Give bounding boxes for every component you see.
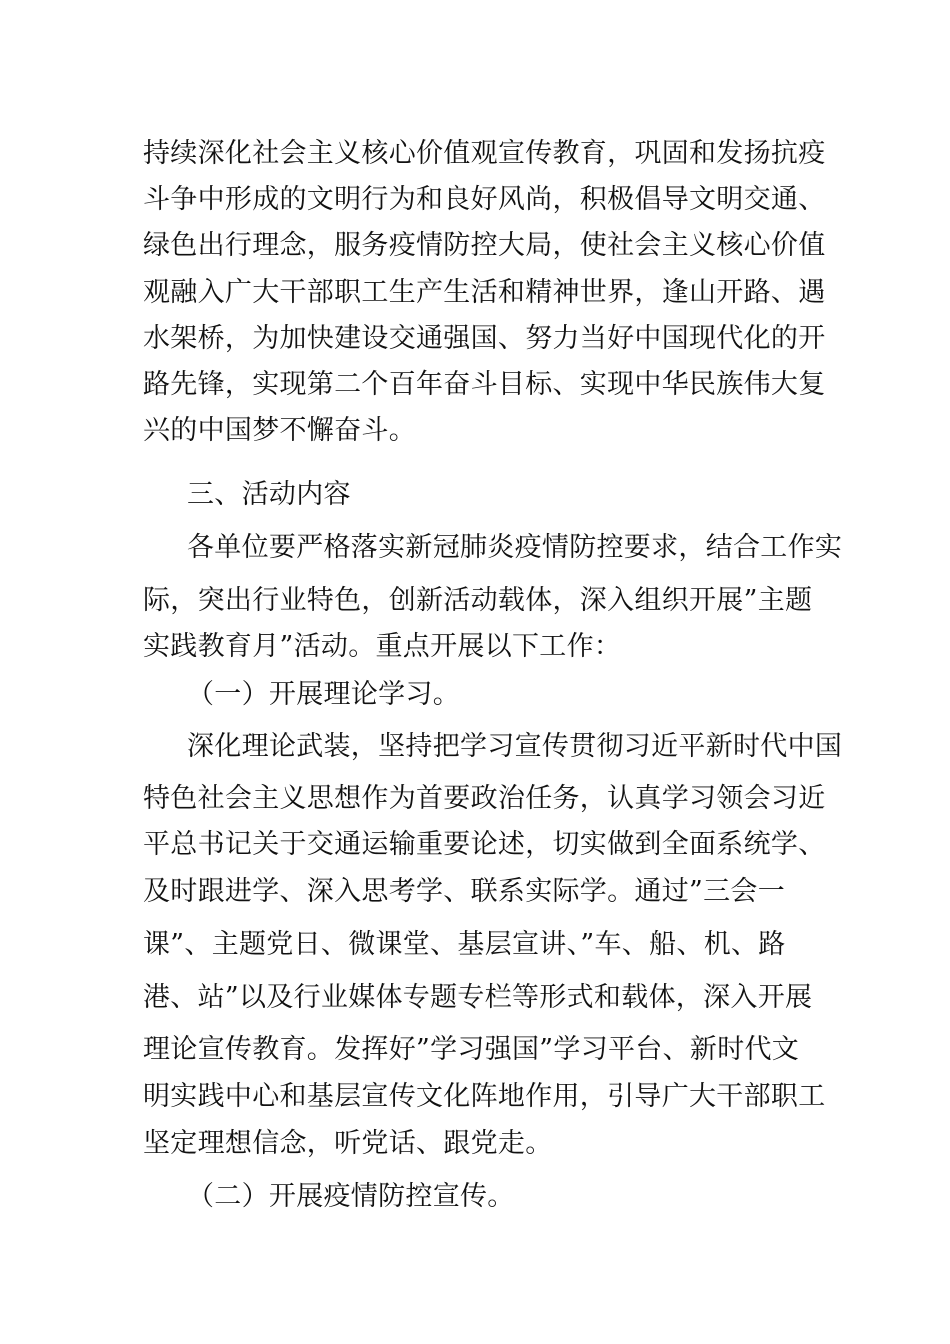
subsection-heading: （二）开展疫情防控宣传。 bbox=[187, 1181, 515, 1212]
body-text-line: 平总书记关于交通运输重要论述，切实做到全面系统学、 bbox=[143, 829, 826, 860]
body-text-line: 港、站”以及行业媒体专题专栏等形式和载体，深入开展 bbox=[143, 982, 813, 1013]
body-text-line: 水架桥，为加快建设交通强国、努力当好中国现代化的开 bbox=[143, 323, 826, 354]
body-text-line: 及时跟进学、深入思考学、联系实际学。通过”三会一 bbox=[143, 876, 786, 907]
paragraph-first-line: 深化理论武装，坚持把学习宣传贯彻习近平新时代中国 bbox=[187, 731, 843, 762]
body-text-line: 明实践中心和基层宣传文化阵地作用，引导广大干部职工 bbox=[143, 1081, 826, 1112]
body-text-line: 路先锋，实现第二个百年奋斗目标、实现中华民族伟大复 bbox=[143, 369, 826, 400]
body-text-line: 理论宣传教育。发挥好”学习强国”学习平台、新时代文 bbox=[143, 1034, 800, 1065]
body-text-line: 持续深化社会主义核心价值观宣传教育，巩固和发扬抗疫 bbox=[143, 138, 826, 169]
body-text-line: 实践教育月”活动。重点开展以下工作： bbox=[143, 631, 622, 662]
body-text-line: 绿色出行理念，服务疫情防控大局，使社会主义核心价值 bbox=[143, 230, 826, 261]
body-text-line: 坚定理想信念，听党话、跟党走。 bbox=[143, 1128, 553, 1159]
subsection-heading: （一）开展理论学习。 bbox=[187, 679, 460, 710]
paragraph-first-line: 各单位要严格落实新冠肺炎疫情防控要求，结合工作实 bbox=[187, 532, 843, 563]
body-text-line: 斗争中形成的文明行为和良好风尚，积极倡导文明交通、 bbox=[143, 184, 826, 215]
body-text-line: 兴的中国梦不懈奋斗。 bbox=[143, 415, 416, 446]
body-text-line: 际，突出行业特色，创新活动载体，深入组织开展”主题 bbox=[143, 585, 813, 616]
section-heading: 三、活动内容 bbox=[187, 479, 351, 510]
body-text-line: 课”、主题党日、微课堂、基层宣讲、”车、船、机、路 bbox=[143, 929, 786, 960]
body-text-line: 观融入广大干部职工生产生活和精神世界，逢山开路、遇 bbox=[143, 277, 826, 308]
body-text-line: 特色社会主义思想作为首要政治任务，认真学习领会习近 bbox=[143, 783, 826, 814]
